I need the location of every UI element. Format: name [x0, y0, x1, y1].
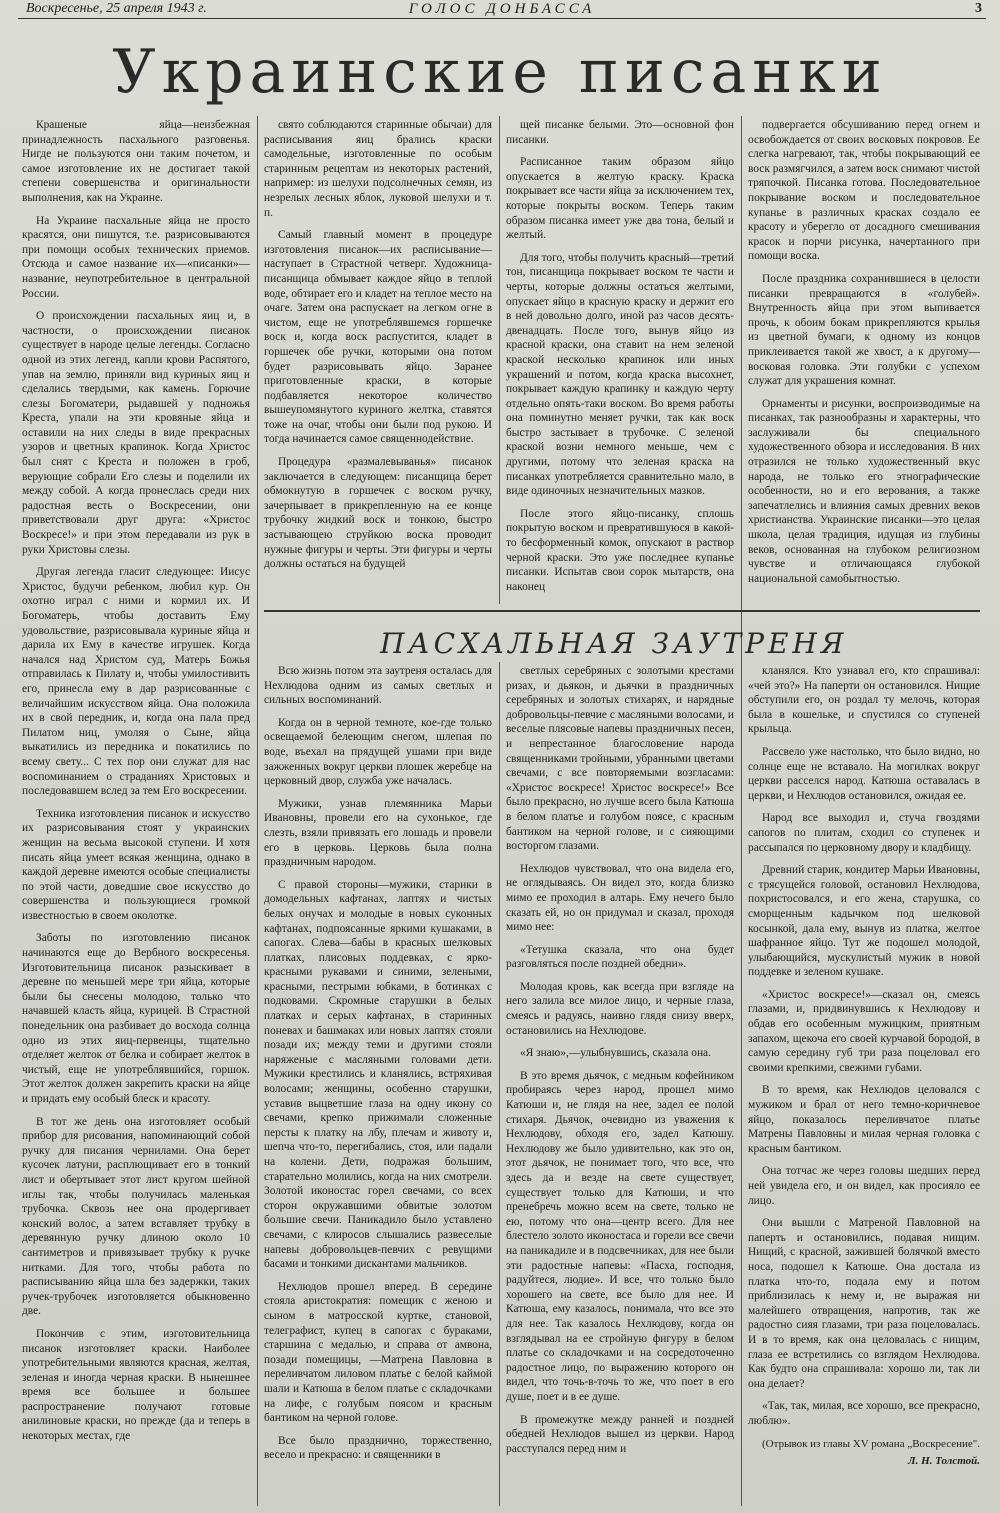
paragraph: Когда он в черной темноте, кое-где только освещаемой белеющим снегом, шлепая по воде, въехал на прядущей ушами при виде зажженных вокруг церкви плошек жеребце на церковный двор, служба уже началась.	[264, 716, 492, 788]
paragraph: На Украине пасхальные яйца не просто красятся, они пишутся, т.е. разрисовываются при помощи особых технических приемов. Отсюда и самое название их—«писанки»—название, неупотребительное в центральной России.	[22, 214, 250, 300]
paragraph: Она тотчас же через головы шедших перед ней увидела его, и он видел, как просияло ее лицо.	[748, 1165, 980, 1207]
column-divider	[741, 116, 742, 1506]
article1-column-4	[748, 118, 980, 603]
paragraph: В промежутке между ранней и поздней обедней Нехлюдов вышел из церкви. Народ расступался перед ним и	[506, 1413, 734, 1455]
paragraph: Крашеные яйца—неизбежная принадлежность пасхального разговенья. Нигде не пользуются они таким почетом, и самое изготовление их не достигает такой степени совершенства и оригинальности выполнения, как на Украине.	[22, 119, 250, 204]
page-number: 3	[975, 1, 982, 16]
paragraph: Для того, чтобы получить красный—третий тон, писанщица покрывает воском те части и черты, которые должны остаться желтыми, опускает яйцо в красную краску и держит его в ней довольно долго, иной раз часов десять-двенадцать. После того, вынув яйцо из красной краски, она ставит на нем зеленой краской несколько крапинок или иных украшений и потом, когда краска высохнет, покрывает каждую крапинку и каждую черту отдельно опять-таки воском. Во время работы она поминутно меняет ручки, так как воск быстро застывает в трубочке. С зеленой краской возни немного меньше, чем с другими, потому что зеленая краска на писанках употребляется сравнительно мало, в виде одиночных незначительных мазков.	[506, 251, 734, 498]
issue-date: Воскресенье, 25 апреля 1943 г.	[26, 1, 207, 16]
paragraph: Орнаменты и рисунки, воспроизводимые на писанках, так разнообразны и характерны, что заслуживали бы специального художественного обзора и исследования. В них отразился не только художественный вкус народа, не только его этнографические особенности, но и его верования, а также запечатлелись и влияния самых древних веков христианства. Украинские писанки—это целая школа, целая традиция, идущая из глубины веков, основанная на глубоком религиозном чувстве и отличающаяся глубокой национальной самобытностью.	[748, 397, 980, 585]
paragraph: «Христос воскресе!»—сказал он, смеясь глазами, и, придвинувшись к Нехлюдову и обдав его особенным мужицким, приятным запахом, щекоча его своей курчавой бородой, в самую середину губ три раза поцеловал его своими крепкими, свежими губами.	[748, 988, 980, 1074]
paragraph: «Так, так, милая, все хорошо, все прекрасно, люблю».	[748, 1400, 980, 1427]
paragraph: Процедура «размалевыванья» писанок заключается в следующем: писанщица берет обмокнутую в горшечек с воском ручку, зачерпывает в прикрепленную на ее конце трубочку жидкий воск и тонкою, быстро застывающею струйкою воска проводит нужные фигуры и черты. Эти фигуры и черты должны остаться на будущей	[264, 456, 492, 571]
paragraph: Они вышли с Матреной Павловной на паперть и остановились, подавая нищим. Нищий, с красной, зажившей болячкой вместо носа, подошел к Катюше. Она достала из платка что-то, подала ему и потом приблизилась к нему и, не выражая ни малейшего отвращения, напротив, так же радостно сияя глазами, три раза поцеловалась. И в то время, как она целовалась с нищим, глаза ее встретились со взглядом Нехлюдова. Как будто она спрашивала: хорошо ли, так ли она делает?	[748, 1217, 980, 1390]
article1-column-1	[22, 118, 250, 1503]
column-divider	[499, 662, 500, 1506]
paragraph: В тот же день она изготовляет особый прибор для рисования, напоминающий собой ручку для писания чернилами. Она берет кусочек латуни, расплющивает его в тонкий лист и обертывает этот лист кругом шейной иглы так, чтобы получилась маленькая трубочка. Сквозь нее она продергивает конский волос, а затем вставляет трубку в деревянную ручку длиною около 10 сантиметров и привязывает трубку к ручке нитками. Для того, чтобы работа по расписыванию яйца шла без задержки, таких ручек-трубочек изготовляется обыкновенно две.	[22, 1115, 250, 1318]
paragraph: О происхождении пасхальных яиц и, в частности, о происхождении писанок существует в народе целые легенды. Согласно одной из этих легенд, капли крови Распятого, упав на землю, приняли вид куриных яиц и сделались твердыми, как камень. Горючие слезы Богоматери, рыдавшей у подножья Креста, упали на эти кровяные яйца и оставили на них следы в виде прекрасных узоров и цветных крапинок. Когда Христос был снят с Креста и положен в гроб, верующие собрали Его слезы и поделили их между собой. А когда пронеслась среди них радостная весть о Воскресении, они приветствовали друг друга: «Христос Воскресе!» и при этом передавали из рук в руки Христовы слезы.	[22, 310, 250, 556]
paragraph: Другая легенда гласит следующее: Иисус Христос, будучи ребенком, любил кур. Он охотно играл с ними и кормил их. И Богоматерь, чтобы доставить Ему удовольствие, разрисовывала куриные яйца и дарила их Ему в качестве игрушек. Когда начался над Христом суд, Матерь Божья отправилась к Пилату и, чтобы умилостивить его, принесла ему в дар разрисованные с величайшим искусством яйца. Она положила их в свой передник, и, когда она пала пред Пилатом ниц, умоляя о Сыне, яйца выкатились из передника и покатились по всему свету... С тех пор они служат для нас воспоминанием о страданиях Христовых и последовавшем вслед за тем Его воскресении.	[22, 566, 250, 798]
section-headline: ПАСХАЛЬНАЯ ЗАУТРЕНЯ	[380, 627, 848, 660]
source-note: (Отрывок из главы XV романа „Воскресение".	[762, 1437, 980, 1450]
newspaper-title: ГОЛОС ДОНБАССА	[408, 1, 596, 17]
paragraph: светлых серебряных с золотыми крестами ризах, и дьякон, и дьячки в праздничных серебряных и золотых стихарях, и нарядные добровольцы-певчие с масляными волосами, и веселые плясовые напевы праздничных песен, и непрестанное благословение народа священниками тройными, убранными цветами свечами, с все повторяемыми возгласами: «Христос воскресе! Христос воскресе!» Все было прекрасно, но лучше всего была Катюша в белом платье и голубом поясе, с красным бантиком на черной голове, и с сияющими восторгом глазами.	[506, 665, 734, 853]
article-headline: Украинские писанки	[112, 37, 888, 107]
paragraph: подвергается обсушиванию перед огнем и освобождается от своих восковых покровов. Ее слегка нагревают, так, чтобы покрывающий ее воск размягчился, а затем воск снимают чистой тряпочкой. Писанка готова. Последовательное покрывание воском и последовательное купанье в различных красках создало ее красоту и уберегло от досадного смешивания красок и порчи рисунка, начертанного при помощи воска.	[748, 119, 980, 263]
paragraph: Рассвело уже настолько, что было видно, но солнце еще не вставало. На могилках вокруг церкви расселся народ. Катюша оставалась в церкви, и Нехлюдов остановился, ожидая ее.	[748, 745, 980, 802]
paragraph: Заботы по изготовлению писанок начинаются еще до Вербного воскресенья. Изготовительница писанок разыскивает в деревне по меньшей мере три яйца, которые были бы снесены молодою, только что начавшей класть яйца, курицей. В Страстной понедельник она разбивает до восхода солнца одно из этих яиц-первенцы, тщательно отделяет желток от белка и собирает желток в чистый, еще не употреблявшийся, горшок. Этот желток должен закрепить краски на яйце и придать ему особый блеск и красоту.	[22, 932, 250, 1105]
paragraph: Нехлюдов прошел вперед. В середине стояла аристократия: помещик с женою и сыном в матросской куртке, становой, телеграфист, купец в сапогах с бураками, старшина с медалью, и справа от амвона, позади помещицы, —Матрена Павловна в переливчатом лиловом платье с белой каймой шали и Катюша в белом платье с складочками на лифе, с голубым поясом и красным бантиком на черной голове.	[264, 1280, 492, 1425]
column-divider	[257, 116, 258, 1506]
paragraph: свято соблюдаются старинные обычаи) для расписывания яиц брались краски самодельные, изготовленные по особым старинным рецептам из некоторых растений, например: из шелухи подсолнечных семян, из незрелых лесных яблок, луковой шелухи и т. п.	[264, 119, 492, 219]
paragraph: После праздника сохранившиеся в целости писанки превращаются в «голубей». Внутренность яйца при этом выпивается прочь, к обоим бокам прикрепляются крылья из цветной бумаги, к одному из концов приклеивается такой же хвост, а к другому—восковая головка. Эти голубки с успехом служат для украшения комнат.	[748, 272, 980, 388]
paragraph: кланялся. Кто узнавал его, кто спрашивал: «чей это?» На паперти он остановился. Нищие обступили его, он роздал ту мелочь, которая была в кошельке, и спустился со ступеней крыльца.	[748, 665, 980, 736]
section-divider	[264, 610, 980, 612]
article2-column-3	[748, 664, 980, 1504]
article1-column-3	[506, 118, 734, 603]
paragraph: Всю жизнь потом эта заутреня осталась для Нехлюдова одним из самых светлых и сильных воспоминаний.	[264, 665, 492, 707]
paragraph: щей писанке белыми. Это—основной фон писанки.	[506, 119, 734, 146]
column-divider	[499, 116, 500, 604]
article2-column-1	[264, 664, 492, 1504]
author-name: Л. Н. Толстой.	[908, 1454, 980, 1467]
paragraph: В то время, как Нехлюдов целовался с мужиком и брал от него темно-коричневое яйцо, показалось переливчатое платье Матрены Павловны и милая черная головка с красным бантиком.	[748, 1084, 980, 1155]
paragraph: Мужики, узнав племянника Марьи Ивановны, провели его на сухонькое, где слезть, взяли привязать его лошадь и провели его в церковь. Церковь была полна праздничным народом.	[264, 797, 492, 869]
paragraph: Молодая кровь, как всегда при взгляде на него залила все милое лицо, и черные глаза, смеясь и радуясь, наивно глядя снизу вверх, остановились на Нехлюдове.	[506, 980, 734, 1037]
paragraph: «Я знаю»,—улыбнувшись, сказала она.	[520, 1047, 711, 1060]
paragraph: После этого яйцо-писанку, сплошь покрытую воском и превратившуюся в какой-то бесформенный комок, опускают в раствор черной краски. Это уже последнее купанье писанки. Испытав свои сорок мытарств, она наконец	[506, 507, 734, 593]
paragraph: Покончив с этим, изготовительница писанок изготовляет краски. Наиболее употребительными являются красная, желтая, зеленая и иногда черная краски. В нынешнее время все большее и большее распространение получают готовые анилиновые краски, но прежде (да и теперь в некоторых местах, где	[22, 1327, 250, 1443]
article2-column-2	[506, 664, 734, 1504]
paragraph: Расписанное таким образом яйцо опускается в желтую краску. Краска покрывает все части яйца за исключением тех, которые покрыты воском. Теперь таким образом писанка имеет уже два тона, белый и желтый.	[506, 156, 734, 242]
source-signature	[748, 1437, 980, 1468]
paragraph: Народ все выходил и, стуча гвоздями сапогов по плитам, сходил со ступенек и рассыпался по церковному двору и кладбищу.	[748, 812, 980, 854]
paragraph: Древний старик, кондитер Марьи Ивановны, с трясущейся головой, остановил Нехлюдова, похристосовался, и его жена, старушка, со сморщенным кадычком под шелковой косынкой, дала ему, вынув из платка, желтое шафранное яйцо. Тут же подошел молодой, улыбающийся, мускулистый мужик в новой поддевке и зеленом кушаке.	[748, 864, 980, 979]
paragraph: Все было празднично, торжественно, весело и прекрасно: и священники в	[264, 1434, 492, 1462]
article1-column-2	[264, 118, 492, 603]
paragraph: «Тетушка сказала, что она будет разговляться после поздней обедни».	[506, 943, 734, 971]
paragraph: Техника изготовления писанок и искусство их разрисовывания стоят у украинских женщин на весьма высокой ступени. И хотя писать яйца умеет всякая женщина, однако в каждой деревне имеются особые специалисты по этой части, доведшие свое искусство до совершенства и пользующиеся громкой известностью в своем околотке.	[22, 807, 250, 922]
paragraph: Нехлюдов чувствовал, что она видела его, не оглядываясь. Он видел это, когда близко мимо ее проходил в алтарь. Ему нечего было сказать ей, но он придумал и сказал, проходя мимо нее:	[506, 862, 734, 934]
paragraph: С правой стороны—мужики, старики в домодельных кафтанах, лаптях и чистых белых онучах и молодые в новых суконных кафтанах, подпоясанные яркими кушаками, в сапогах. Слева—бабы в красных шелковых платках, плисовых поддевках, с ярко-красными рукавами и синими, зелеными, красными, пестрыми юбками, в ботинках с подковами. Скромные старушки в белых платках и серых кафтанах, в старинных поневах и башмаках или новых лаптях стояли позади их; между теми и другими стояли наряженые с масляными головами дети. Мужики крестились и кланялись, встряхивая волосами; женщины, особенно старушки, уставив выцветшие глаза на одну икону со свечами, крепко прижимали сложенные персты к платку на лбу, плечам и животу и, шепча что-то, перегибались, стоя, или падали на колени. Дети, подражая большим, старательно молились, когда на них смотрели. Золотой иконостас горел свечами, со всех сторон окружавшими обвитые золотом большие свечи. Паникадило было уставлено свечами, с клиросов слышались развеселые напевы добровольцев-певчих с ревущими басами и тонкими дискантами мальчиков.	[264, 878, 492, 1271]
masthead	[18, 0, 986, 19]
paragraph: Самый главный момент в процедуре изготовления писанок—их расписывание—наступает в Страстной четверг. Художница-писанщица обмывает каждое яйцо в теплой воде, обтирает его и кладет на теплое место на очаге. Затем она распускает на легком огне в чистом, еще не употреблявшемся горшечке воск и, когда воск распустится, кладет в горшечек обе ручки, которыми она потом будет разрисовывать яйцо. Заранее приготовленные краски, в которые подбавляется некоторое количество вышеупомянутого куриного желтка, ставятся тоже на очаг, чтобы они были под рукою. И тогда начинается самое священнодействие.	[264, 229, 492, 446]
paragraph: В это время дьячок, с медным кофейником пробираясь через народ, прошел мимо Катюши и, не глядя на нее, задел ее полой стихаря. Дьячок, очевидно из уважения к Нехлюдову, обходя его, задел Катюшу. Нехлюдову же было удивительно, как это он, этот дьячок, не понимает того, что все, что здесь да и везде на свете существует, существует только для Катюши, и что пренебречь можно всем на свете, только не ею, потому что она—центр всего. Для нее блестело золото иконостаса и горели все свечи на паникадиле и в подсвечниках, для нее были эти радостные напевы: «Пасха, господня, радуйтеся, людие». И все, что только было хорошего на свете, все было для нее. И Катюша, ему казалось, понимала, что все это для нее. Так казалось Нехлюдову, когда он взглядывал на ее стройную фигуру в белом платье со складочками и на сосредоточенно радостное лицо, по выражению которого он видел, что точь-в-точь то же, что поет в его душе, поет и в ее душе.	[506, 1069, 734, 1403]
